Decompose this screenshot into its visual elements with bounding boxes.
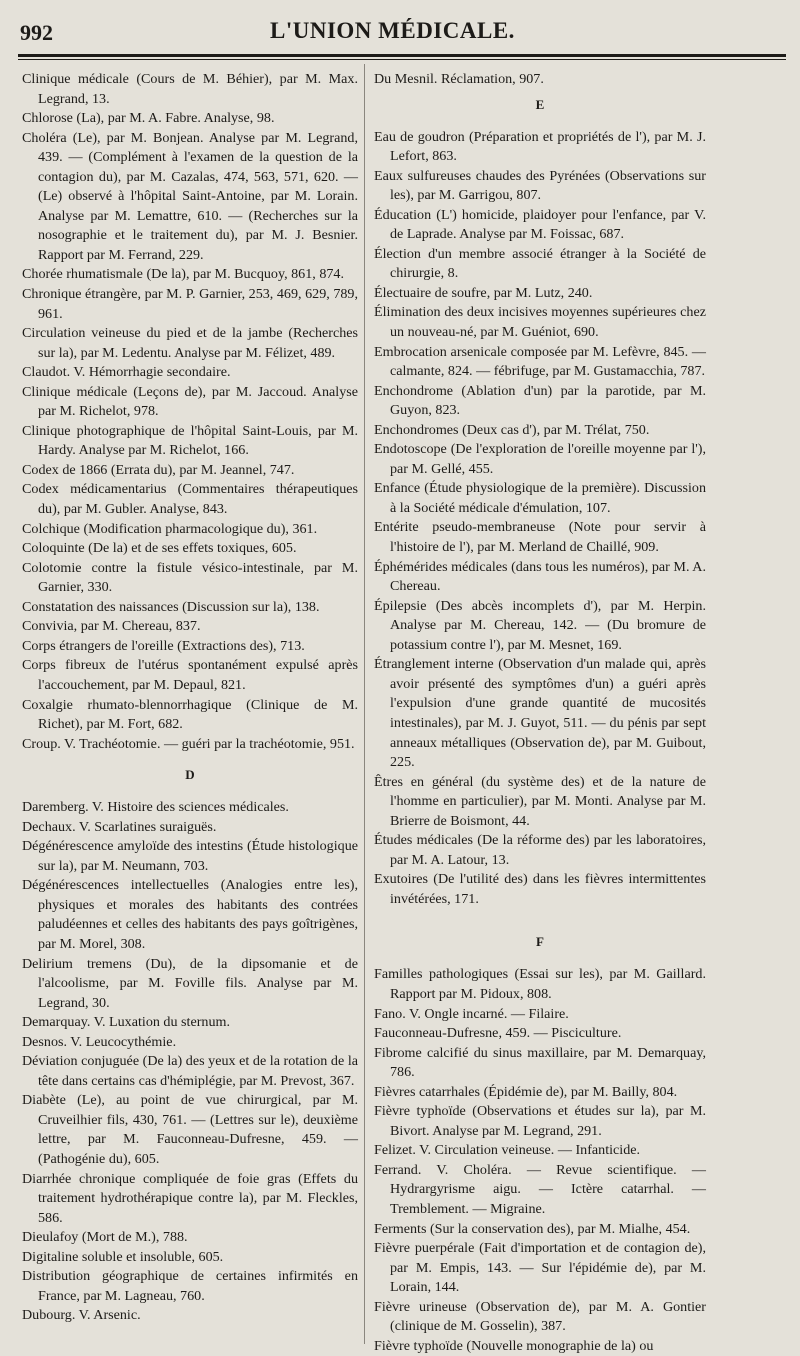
index-entry: Clinique photographique de l'hôpital Saint-Louis, par M. Hardy. Analyse par M. Richelot, 166.	[22, 422, 358, 459]
index-entry: Familles pathologiques (Essai sur les), par M. Gaillard. Rapport par M. Pidoux, 808.	[374, 966, 706, 1002]
index-entry: Diarrhée chronique compliquée de foie gras (Effets du traitement hydrothérapique contre la), par M. Fleckles, 586.	[22, 1170, 358, 1226]
header-rule-thin	[18, 59, 786, 60]
index-entry: Embrocation arsenicale composée par M. Lefèvre, 845. — calmante, 824. — fébrifuge, par M. Gustamacchia, 787.	[374, 343, 706, 380]
index-entry: Fièvre urineuse (Observation de), par M. A. Gontier (clinique de M. Gosselin), 387.	[374, 1298, 706, 1335]
left-column	[22, 70, 358, 1326]
index-entry: Circulation veineuse du pied et de la jambe (Recherches sur la), par M. Ledentu. Analyse par M. Félizet, 489.	[22, 325, 358, 361]
index-entry: Fano. V. Ongle incarné. — Filaire.	[374, 1005, 569, 1022]
index-entry: Codex de 1866 (Errata du), par M. Jeannel, 747.	[22, 461, 295, 478]
index-entry: Colotomie contre la fistule vésico-intestinale, par M. Garnier, 330.	[22, 559, 358, 596]
index-entry: Ferments (Sur la conservation des), par M. Mialhe, 454.	[374, 1220, 691, 1237]
index-entry: Enchondromes (Deux cas d'), par M. Trélat, 750.	[374, 421, 650, 438]
index-entry: Éducation (L') homicide, plaidoyer pour l'enfance, par V. de Laprade. Analyse par M. Foissac, 687.	[374, 206, 706, 243]
index-entry: Convivia, par M. Chereau, 837.	[22, 618, 201, 635]
index-entry: Dégénérescence amyloïde des intestins (Étude histologique sur la), par M. Neumann, 703.	[22, 838, 358, 874]
index-entry: Entérite pseudo-membraneuse (Note pour servir à l'histoire de l'), par M. Merland de Chaillé, 909.	[374, 519, 706, 556]
index-entry: Eau de goudron (Préparation et propriétés de l'), par M. J. Lefort, 863.	[374, 128, 706, 165]
index-entry: Déviation conjuguée (De la) des yeux et de la rotation de la tête dans certains cas d'hémiplégie, par M. Prevost, 367.	[22, 1053, 358, 1089]
index-entry: Coloquinte (De la) et de ses effets toxiques, 605.	[22, 540, 297, 557]
column-divider	[364, 64, 365, 1344]
index-entry: Coxalgie rhumato-blennorrhagique (Clinique de M. Richet), par M. Fort, 682.	[22, 696, 358, 733]
entries-d	[22, 798, 358, 1326]
index-entry: Constatation des naissances (Discussion sur la), 138.	[22, 598, 320, 615]
index-entry: Felizet. V. Circulation veineuse. — Infanticide.	[374, 1142, 641, 1159]
index-entry: Enfance (Étude physiologique de la première). Discussion à la Société médicale d'émulation, 107.	[374, 480, 706, 516]
index-entry: Enchondrome (Ablation d'un) par la parotide, par M. Guyon, 823.	[374, 382, 706, 419]
index-entry: Dieulafoy (Mort de M.), 788.	[22, 1229, 188, 1246]
index-entry: Codex médicamentarius (Commentaires thérapeutiques du), par M. Gubler. Analyse, 843.	[22, 481, 358, 518]
index-entry: Daremberg. V. Histoire des sciences médicales.	[22, 799, 289, 816]
index-entry: Delirium tremens (Du), de la dipsomanie et de l'alcoolisme, par M. Foville fils. Analyse par M. Legrand, 30.	[22, 955, 358, 1011]
index-entry: Dégénérescences intellectuelles (Analogies entre les), physiques et morales des habitants des contrées paludéennes et celles des habitants des pays goîtrigènes, par M. Morel, 308.	[22, 877, 358, 952]
index-entry: Épilepsie (Des abcès incomplets d'), par M. Herpin. Analyse par M. Chereau, 142. — (Du bromure de potassium contre l'), par M. Mesnet, 169.	[374, 597, 706, 653]
index-entry: Exutoires (De l'utilité des) dans les fièvres intermittentes invétérées, 171.	[374, 871, 706, 907]
page-header	[0, 0, 800, 58]
index-entry: Corps étrangers de l'oreille (Extractions des), 713.	[22, 637, 305, 654]
index-entry: Fièvre puerpérale (Fait d'importation et de contagion de), par M. Empis, 143. — Sur l'épidémie de), par M. Lorain, 144.	[374, 1240, 706, 1296]
section-letter-d: D	[185, 767, 195, 783]
index-entry: Fièvre typhoïde (Nouvelle monographie de la) ou	[374, 1337, 654, 1354]
index-entry: Eaux sulfureuses chaudes des Pyrénées (Observations sur les), par M. Garrigou, 807.	[374, 167, 706, 204]
index-entry: Dubourg. V. Arsenic.	[22, 1307, 141, 1324]
entries-c	[22, 70, 358, 754]
index-entry: Claudot. V. Hémorrhagie secondaire.	[22, 364, 231, 381]
index-entry: Desnos. V. Leucocythémie.	[22, 1033, 177, 1050]
index-entry: Fièvre typhoïde (Observations et études sur la), par M. Bivort. Analyse par M. Legrand, 291.	[374, 1103, 706, 1139]
entries-f	[374, 965, 706, 1356]
index-entry: Dechaux. V. Scarlatines suraiguës.	[22, 818, 217, 835]
index-entry: Endotoscope (De l'exploration de l'oreille moyenne par l'), par M. Gellé, 455.	[374, 441, 706, 477]
index-entry: Distribution géographique de certaines infirmités en France, par M. Lagneau, 760.	[22, 1268, 358, 1304]
index-entry: Étranglement interne (Observation d'un malade qui, après avoir présenté des symptômes d'un) a guéri après l'expulsion d'une grande quantité de mucosités intestinales), par M. J. Guyot, 511. — du pénis par sept anneaux métalliques (Observation de), par M. Guibout, 225.	[374, 656, 706, 771]
index-entry: Élection d'un membre associé étranger à la Société de chirurgie, 8.	[374, 245, 706, 282]
index-entry: Demarquay. V. Luxation du sternum.	[22, 1014, 230, 1031]
entries-top	[374, 70, 706, 90]
index-entry: Chorée rhumatismale (De la), par M. Bucquoy, 861, 874.	[22, 266, 344, 283]
index-entry: Fauconneau-Dufresne, 459. — Pisciculture.	[374, 1025, 622, 1042]
entries-e	[374, 128, 706, 910]
index-entry: Fièvres catarrhales (Épidémie de), par M. Bailly, 804.	[374, 1083, 678, 1100]
index-entry: Fibrome calcifié du sinus maxillaire, par M. Demarquay, 786.	[374, 1044, 706, 1081]
index-entry: Électuaire de soufre, par M. Lutz, 240.	[374, 284, 593, 301]
index-entry: Croup. V. Trachéotomie. — guéri par la trachéotomie, 951.	[22, 735, 355, 752]
index-entry: Colchique (Modification pharmacologique du), 361.	[22, 520, 318, 537]
index-entry: Éphémérides médicales (dans tous les numéros), par M. A. Chereau.	[374, 558, 706, 595]
index-entry: Études médicales (De la réforme des) par les laboratoires, par M. A. Latour, 13.	[374, 832, 706, 868]
index-entry: Diabète (Le), au point de vue chirurgical, par M. Cruveilhier fils, 430, 761. — (Lettres sur le), deuxième lettre, par M. Fauconneau-Dufresne, 459. — (Pathogénie du), 605.	[22, 1092, 358, 1167]
page-number: 992	[20, 20, 53, 45]
index-entry: Clinique médicale (Leçons de), par M. Jaccoud. Analyse par M. Richelot, 978.	[22, 383, 358, 420]
index-entry: Corps fibreux de l'utérus spontanément expulsé après l'accouchement, par M. Depaul, 821.	[22, 657, 358, 693]
index-entry: Chlorose (La), par M. A. Fabre. Analyse, 98.	[22, 110, 275, 127]
index-entry: Chronique étrangère, par M. P. Garnier, 253, 469, 629, 789, 961.	[22, 286, 358, 322]
index-entry: Ferrand. V. Choléra. — Revue scientifique. — Hydrargyrisme aigu. — Ictère catarrhal. — Tremblement. — Migraine.	[374, 1161, 706, 1217]
section-letter-f: F	[536, 934, 544, 950]
section-letter-e: E	[535, 96, 545, 112]
index-entry: Clinique médicale (Cours de M. Béhier), par M. Max. Legrand, 13.	[22, 71, 358, 107]
index-entry: Choléra (Le), par M. Bonjean. Analyse par M. Legrand, 439. — (Complément à l'examen de la question de la contagion du), par M. Cazalas, 474, 563, 571, 620. — (Le) observé à l'hôpital Saint-Antoine, par M. Lorain. Analyse par M. Lemattre, 610. — (Recherches sur la nosographie et le traitement du), par M. J. Besnier. Rapport par M. Ferrand, 229.	[22, 129, 358, 263]
index-entry: Du Mesnil. Réclamation, 907.	[374, 71, 544, 87]
header-rule	[18, 54, 786, 57]
index-entry: Élimination des deux incisives moyennes supérieures chez un nouveau-né, par M. Guéniot, 690.	[374, 304, 706, 341]
index-entry: Êtres en général (du système des) et de la nature de l'homme en particulier), par M. Monti. Analyse par M. Brierre de Boismont, 44.	[374, 773, 706, 829]
running-title: L'UNION MÉDICALE.	[270, 18, 515, 43]
index-entry: Digitaline soluble et insoluble, 605.	[22, 1248, 224, 1265]
right-column	[374, 70, 706, 1356]
